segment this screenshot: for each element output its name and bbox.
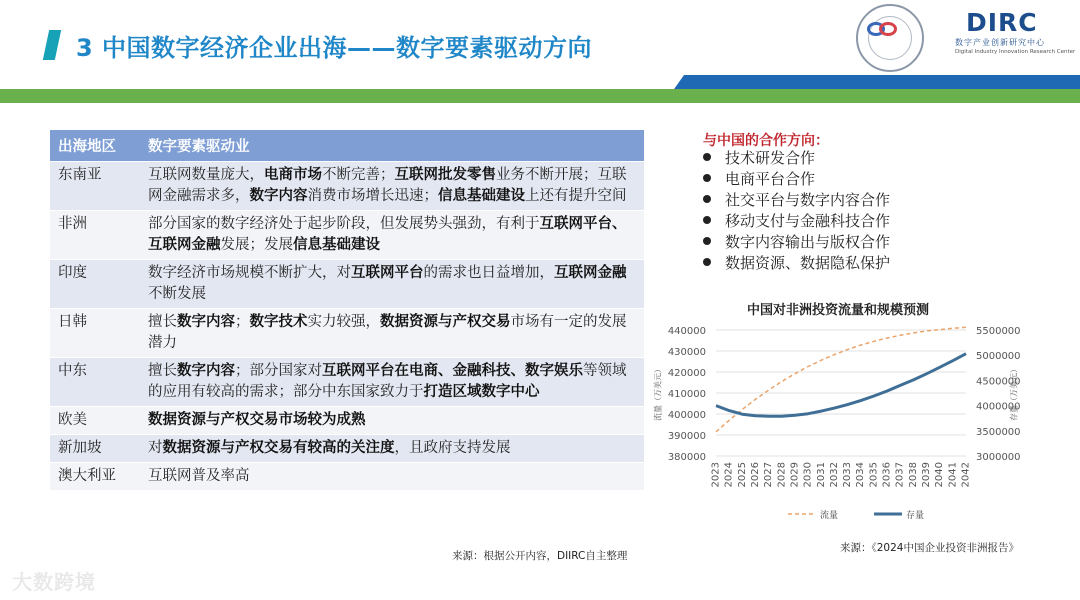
x-tick-label: 2036 bbox=[881, 462, 893, 488]
y-left-tick-label: 440000 bbox=[667, 326, 706, 337]
bold-text-segment: 数字内容 bbox=[249, 188, 308, 204]
bold-text-segment: 数据资源与产权交易有较高的关注度 bbox=[162, 440, 395, 456]
bold-text-segment: 信息基础建设 bbox=[438, 188, 525, 204]
x-tick-label: 2032 bbox=[828, 462, 840, 488]
table-cell-region: 新加坡 bbox=[50, 435, 140, 463]
bold-text-segment: 数字内容 bbox=[177, 314, 235, 330]
bold-text-segment: 互联网金融 bbox=[554, 265, 627, 281]
y-right-axis-label: 存量（万美元） bbox=[1009, 365, 1019, 421]
region-table bbox=[50, 130, 644, 490]
text-segment: 部分国家的数字经济处于起步阶段，但发展势头强劲，有利于 bbox=[148, 216, 540, 232]
institute-seal-logo bbox=[856, 4, 924, 72]
x-tick-label: 2041 bbox=[947, 462, 959, 488]
y-right-tick-label: 4000000 bbox=[976, 401, 1021, 413]
table-cell-driver bbox=[140, 309, 644, 358]
header-band-green bbox=[0, 89, 1080, 103]
cooperation-item-label: 电商平台合作 bbox=[725, 170, 816, 188]
cooperation-item-label: 数据资源、数据隐私保护 bbox=[725, 254, 891, 272]
x-tick-label: 2033 bbox=[842, 462, 854, 488]
bold-text-segment: 数据资源与产权交易 bbox=[380, 314, 511, 330]
bold-text-segment: 数字技术 bbox=[249, 314, 308, 330]
text-segment: 发展；发展 bbox=[220, 237, 293, 253]
y-right-tick-label: 3000000 bbox=[976, 452, 1021, 463]
text-segment: 互联网数量庞大， bbox=[148, 167, 264, 183]
y-right-tick-label: 5000000 bbox=[976, 351, 1021, 363]
x-tick-label: 2037 bbox=[894, 462, 906, 488]
page-title: 3 中国数字经济企业出海——数字要素驱动方向 bbox=[76, 34, 593, 62]
text-segment: ，且政府支持发展 bbox=[394, 440, 511, 456]
cooperation-title: 与中国的合作方向： bbox=[703, 133, 829, 149]
table-cell-driver bbox=[140, 358, 644, 407]
bold-text-segment: 数字内容 bbox=[177, 363, 235, 379]
bullet-icon bbox=[703, 153, 711, 161]
table-row bbox=[50, 211, 644, 260]
bold-text-segment: 互联网批发零售 bbox=[394, 167, 496, 183]
text-segment: 擅长 bbox=[148, 363, 177, 379]
table-row bbox=[50, 435, 644, 463]
legend-label: 流量 bbox=[820, 511, 839, 521]
text-segment: 业务不断开展；互联网金融需求多， bbox=[148, 167, 627, 204]
text-segment: 的需求也日益增加， bbox=[423, 265, 554, 281]
bullet-icon bbox=[703, 216, 711, 224]
x-tick-label: 2040 bbox=[934, 462, 946, 488]
text-segment: 消费市场增长迅速； bbox=[307, 188, 438, 204]
table-cell-driver bbox=[140, 162, 644, 211]
table-source: 来源：根据公开内容，DIIRC自主整理 bbox=[452, 550, 628, 562]
table-cell-driver bbox=[140, 407, 644, 435]
legend-label: 存量 bbox=[906, 511, 925, 521]
table-cell-region: 澳大利亚 bbox=[50, 463, 140, 491]
table-cell-region: 欧美 bbox=[50, 407, 140, 435]
x-tick-label: 2029 bbox=[789, 462, 801, 488]
cooperation-item-label: 技术研发合作 bbox=[725, 149, 816, 167]
table-cell-region: 东南亚 bbox=[50, 162, 140, 211]
cooperation-item-label: 移动支付与金融科技合作 bbox=[725, 212, 891, 230]
chart-title: 中国对非洲投资流量和规模预测 bbox=[746, 303, 930, 318]
cooperation-item-label: 数字内容输出与版权合作 bbox=[725, 233, 891, 251]
x-tick-label: 2026 bbox=[749, 462, 761, 488]
y-right-tick-label: 5500000 bbox=[976, 326, 1021, 337]
table-cell-driver bbox=[140, 211, 644, 260]
series-line-stock bbox=[716, 354, 966, 417]
title-accent-bar bbox=[43, 30, 61, 60]
list-item bbox=[703, 190, 890, 211]
x-tick-label: 2030 bbox=[802, 462, 814, 488]
table-row bbox=[50, 358, 644, 407]
table-cell-driver bbox=[140, 435, 644, 463]
seal-red-loop bbox=[879, 22, 897, 36]
list-item bbox=[703, 232, 890, 253]
table-row bbox=[50, 407, 644, 435]
x-tick-label: 2035 bbox=[868, 462, 880, 488]
cooperation-list bbox=[703, 148, 890, 274]
bold-text-segment: 信息基础建设 bbox=[293, 237, 380, 253]
bold-text-segment: 互联网平台在电商、金融科技、数字娱乐 bbox=[322, 363, 583, 379]
y-left-tick-label: 430000 bbox=[667, 347, 706, 358]
bullet-icon bbox=[703, 174, 711, 182]
text-segment: ；部分国家对 bbox=[235, 363, 322, 379]
y-left-axis-label: 流量（万美元） bbox=[653, 365, 663, 421]
list-item bbox=[703, 169, 890, 190]
text-segment: 上还有提升空间 bbox=[525, 188, 627, 204]
dirc-logo bbox=[966, 8, 1038, 37]
table-cell-driver bbox=[140, 463, 644, 491]
y-right-tick-label: 3500000 bbox=[976, 426, 1021, 438]
x-tick-label: 2039 bbox=[921, 462, 933, 488]
bullet-icon bbox=[703, 195, 711, 203]
dirc-logo-en: Digital Industry Innovation Research Center bbox=[955, 49, 1076, 55]
table-row bbox=[50, 309, 644, 358]
x-tick-label: 2025 bbox=[736, 462, 748, 488]
text-segment: 对 bbox=[148, 440, 163, 456]
x-tick-label: 2042 bbox=[960, 462, 972, 488]
y-left-tick-label: 420000 bbox=[667, 368, 706, 379]
y-left-tick-label: 390000 bbox=[667, 431, 706, 442]
x-tick-label: 2034 bbox=[855, 462, 867, 488]
text-segment: 互联网普及率高 bbox=[148, 468, 250, 484]
text-segment: 数字经济市场规模不断扩大，对 bbox=[148, 265, 351, 281]
text-segment: 擅长 bbox=[148, 314, 177, 330]
x-tick-label: 2031 bbox=[815, 462, 827, 488]
dirc-logo-cn: 数字产业创新研究中心 bbox=[955, 38, 1045, 47]
text-segment: 等领域的应用有较高的需求；部分中东国家致力于 bbox=[148, 363, 627, 400]
bold-text-segment: 互联网平台、互联网金融 bbox=[148, 216, 627, 253]
y-left-tick-label: 410000 bbox=[667, 389, 706, 400]
y-right-tick-label: 4500000 bbox=[976, 376, 1021, 388]
table-row bbox=[50, 260, 644, 309]
table-cell-region: 印度 bbox=[50, 260, 140, 309]
bold-text-segment: 互联网平台 bbox=[351, 265, 424, 281]
y-left-tick-label: 380000 bbox=[667, 452, 706, 463]
list-item bbox=[703, 253, 890, 274]
table-cell-region: 日韩 bbox=[50, 309, 140, 358]
x-tick-label: 2028 bbox=[776, 462, 788, 488]
table-header-region: 出海地区 bbox=[50, 130, 140, 162]
bullet-icon bbox=[703, 237, 711, 245]
text-segment: 市场有一定的发展潜力 bbox=[148, 314, 627, 351]
table-cell-region: 非洲 bbox=[50, 211, 140, 260]
table-cell-driver bbox=[140, 260, 644, 309]
y-left-tick-label: 400000 bbox=[667, 410, 706, 421]
table-body bbox=[50, 162, 644, 491]
list-item bbox=[703, 211, 890, 232]
bold-text-segment: 打造区域数字中心 bbox=[423, 384, 540, 400]
watermark: 大数跨境 bbox=[12, 570, 96, 594]
list-item bbox=[703, 148, 890, 169]
investment-forecast-chart bbox=[648, 294, 1028, 534]
x-tick-label: 2027 bbox=[763, 462, 775, 488]
bold-text-segment: 电商市场 bbox=[264, 167, 322, 183]
x-tick-label: 2024 bbox=[723, 462, 735, 488]
x-tick-label: 2023 bbox=[710, 462, 722, 488]
bullet-icon bbox=[703, 258, 711, 266]
dirc-logo-text: DIRC bbox=[966, 8, 1038, 37]
table-cell-region: 中东 bbox=[50, 358, 140, 407]
table-header-row bbox=[50, 130, 644, 162]
table-row bbox=[50, 162, 644, 211]
text-segment: 不断发展 bbox=[148, 286, 206, 302]
x-tick-label: 2038 bbox=[907, 462, 919, 488]
table-row bbox=[50, 463, 644, 491]
chart-source: 来源：《2024中国企业投资非洲报告》 bbox=[840, 542, 1019, 554]
text-segment: 不断完善； bbox=[322, 167, 395, 183]
text-segment: 实力较强， bbox=[307, 314, 380, 330]
text-segment: ； bbox=[235, 314, 250, 330]
cooperation-item-label: 社交平台与数字内容合作 bbox=[725, 191, 891, 209]
bold-text-segment: 数据资源与产权交易市场较为成熟 bbox=[148, 412, 366, 428]
table-header-driver: 数字要素驱动业 bbox=[140, 130, 644, 162]
